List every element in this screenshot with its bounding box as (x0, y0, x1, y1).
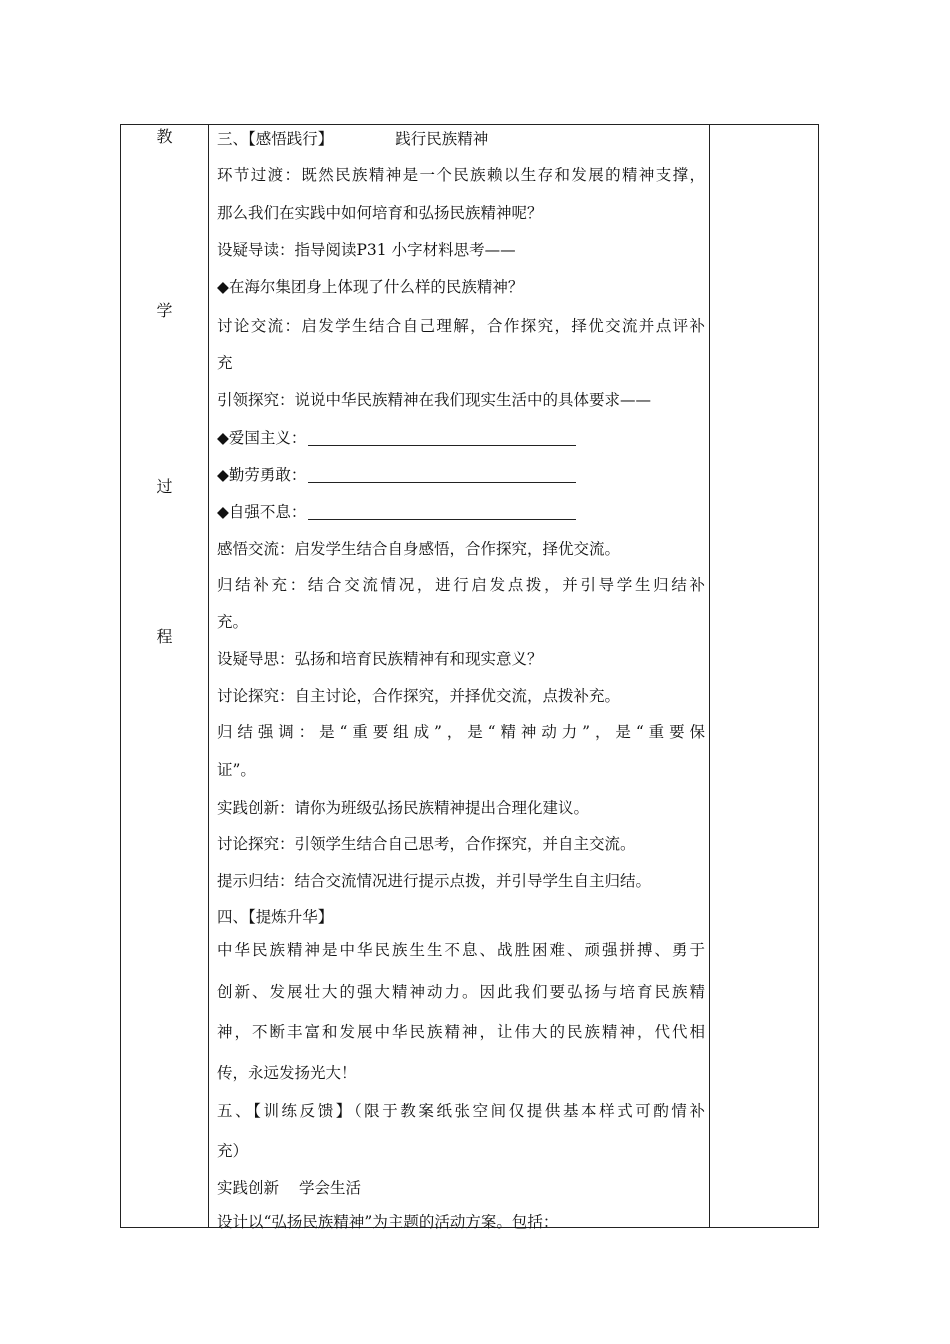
text-line: 设疑导读：指导阅读P31 小字材料思考—— (217, 241, 516, 259)
text-line (217, 1177, 705, 1199)
side-label-guo: 过 (156, 477, 173, 496)
blank-underline[interactable] (308, 503, 576, 520)
text-line: 充 (217, 354, 233, 372)
text-line: 充） (217, 1142, 249, 1160)
text-line: 充。 (217, 613, 249, 631)
text-line: 提示归结：结合交流情况进行提示点拨，并引导学生自主归结。 (217, 872, 652, 890)
text-line: 神，不断丰富和发展中华民族精神，让伟大的民族精神，代代相 (217, 1023, 705, 1041)
fill-blank-line (217, 501, 705, 523)
section-heading-5: 五、【训练反馈】（限于教案纸张空间仅提供基本样式可酌情补 (217, 1102, 705, 1120)
column-divider-right (709, 125, 710, 1227)
text-line: ◆在海尔集团身上体现了什么样的民族精神？ (217, 278, 524, 296)
fill-label: ◆爱国主义： (217, 429, 307, 447)
text-line: 归结补充：结合交流情况，进行启发点拨，并引导学生归结补 (217, 576, 705, 594)
fill-label: ◆勤劳勇敢： (217, 466, 307, 484)
text-line: 设疑导思：弘扬和培育民族精神有和现实意义？ (217, 650, 543, 668)
activity-sublabel: 学会生活 (299, 1179, 362, 1197)
blank-underline[interactable] (308, 429, 576, 446)
text-line: 实践创新：请你为班级弘扬民族精神提出合理化建议。 (217, 799, 590, 817)
text-line: 讨论探究：自主讨论，合作探究，并择优交流，点拨补充。 (217, 687, 621, 705)
side-label-cheng: 程 (156, 627, 173, 646)
lesson-plan-table (120, 124, 819, 1231)
section-heading-4: 四、【提炼升华】 (217, 908, 334, 926)
section-title: 三、【感悟践行】 (217, 130, 334, 148)
text-line: 感悟交流：启发学生结合自身感悟，合作探究，择优交流。 (217, 540, 621, 558)
text-line: 中华民族精神是中华民族生生不息、战胜困难、顽强拼搏、勇于 (217, 941, 705, 959)
text-line: 归结强调：是“重要组成”，是“精神动力”，是“重要保 (217, 723, 705, 741)
text-line: 那么我们在实践中如何培育和弘扬民族精神呢？ (217, 204, 543, 222)
text-line: 设计以“弘扬民族精神”为主题的活动方案。包括： (217, 1213, 559, 1231)
section-subtitle: 践行民族精神 (395, 130, 489, 148)
activity-label: 实践创新 (217, 1179, 280, 1197)
blank-underline[interactable] (308, 466, 576, 483)
text-line: 讨论交流：启发学生结合自己理解，合作探究，择优交流并点评补 (217, 317, 705, 335)
text-line: 讨论探究：引领学生结合自己思考，合作探究，并自主交流。 (217, 835, 636, 853)
text-line: 证”。 (217, 761, 256, 779)
fill-blank-line (217, 427, 705, 449)
text-line: 创新、发展壮大的强大精神动力。因此我们要弘扬与培育民族精 (217, 983, 705, 1001)
text-line: 环节过渡：既然民族精神是一个民族赖以生存和发展的精神支撑， (217, 166, 705, 184)
fill-blank-line (217, 464, 705, 486)
section-heading-3 (217, 128, 705, 150)
side-label-jiao: 教 (156, 127, 173, 146)
fill-label: ◆自强不息： (217, 503, 307, 521)
text-line: 引领探究：说说中华民族精神在我们现实生活中的具体要求—— (217, 391, 652, 409)
side-label-xue: 学 (156, 301, 173, 320)
column-divider-left (208, 125, 209, 1227)
text-line: 传，永远发扬光大！ (217, 1064, 357, 1082)
